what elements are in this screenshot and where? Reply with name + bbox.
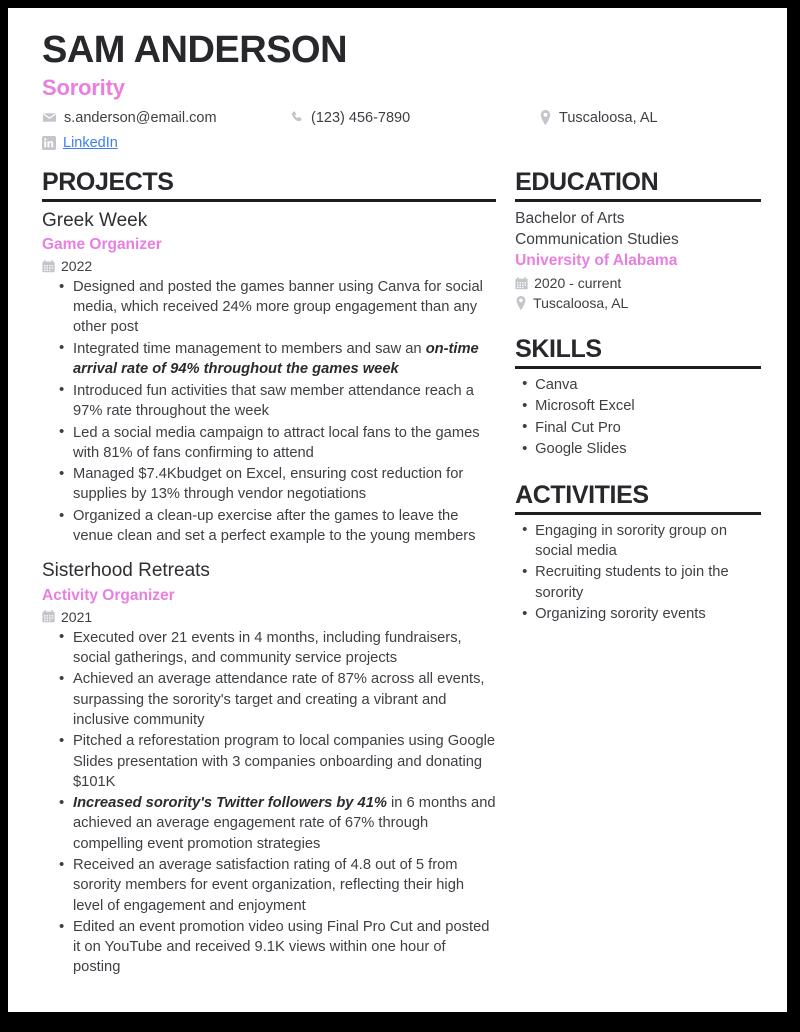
bullet-item: • Received an average satisfaction rating of 4.8 out of 5 from sorority members for event organization, reflecting their high level of engagement and enjoyment [73,855,496,915]
education-degree: Bachelor of Arts [515,209,625,227]
contact-email[interactable] [42,110,217,126]
project-name: Sisterhood Retreats [42,560,210,582]
bullet-item: • Led a social media campaign to attract local fans to the games with 81% of fans confirming to attend [73,423,496,463]
bullet-item: • Designed and posted the games banner using Canva for social media, which received 24% more group engagement than any other post [73,277,496,337]
project-entry [42,558,496,977]
projects-section-title: PROJECTS [42,167,174,196]
education-school: University of Alabama [515,252,678,270]
project-role: Game Organizer [42,236,162,254]
contact-location-text: Tuscaloosa, AL [559,109,658,126]
list-item: • Final Cut Pro [535,418,761,438]
section-activities [515,481,761,625]
education-dates [515,273,761,293]
bullet-item: • Edited an event promotion video using Final Pro Cut and posted it on YouTube and received 9.1K views within one hour of posting [73,917,496,977]
map-pin-icon [515,296,527,310]
project-date-text: 2022 [61,258,93,275]
resume-body [34,168,761,982]
left-column [34,168,496,982]
education-dates-text: 2020 - current [534,274,622,291]
contact-info [42,110,761,160]
section-skills [515,335,761,460]
education-location-text: Tuscaloosa, AL [533,295,629,312]
education-location [515,293,761,313]
list-item: • Organizing sorority events [535,604,761,624]
bullet-item: • Increased sorority's Twitter followers by 41% in 6 months and achieved an average engagement rate of 67% through compelling event promotion strategies [73,793,496,853]
project-bullet-list [42,628,496,978]
spacer [515,316,761,335]
contact-email-text: s.anderson@email.com [64,109,217,126]
bullet-item: • Managed $7.4Kbudget on Excel, ensuring cost reduction for supplies by 13% through vendor negotiations [73,464,496,504]
list-item: • Microsoft Excel [535,396,761,416]
list-item: • Canva [535,375,761,395]
resume-header [34,30,761,162]
contact-phone[interactable] [290,110,410,126]
map-pin-icon [539,110,552,125]
project-date [42,609,496,625]
section-divider [42,199,496,202]
bullet-item: • Pitched a reforestation program to local companies using Google Slides presentation with 3 companies onboarding and donating $101K [73,731,496,791]
section-projects [42,168,496,978]
phone-icon [290,110,304,125]
skills-list [515,375,761,460]
contact-linkedin[interactable] [42,135,118,151]
list-item: • Google Slides [535,439,761,459]
project-name: Greek Week [42,209,148,231]
envelope-icon [42,110,57,125]
spacer [515,462,761,481]
section-divider [515,366,761,369]
project-bullet-list [42,277,496,546]
calendar-icon [42,260,55,273]
linkedin-icon [42,136,56,150]
bullet-item: • Achieved an average attendance rate of 87% across all events, surpassing the sorority's target and creating a vibrant and inclusive community [73,669,496,729]
bullet-item: • Organized a clean-up exercise after the games to leave the venue clean and set a perfect example to the young members [73,506,496,546]
list-item: • Recruiting students to join the sorority [535,562,761,602]
list-item: • Engaging in sorority group on social media [535,521,761,561]
resume-page [8,8,787,1012]
section-divider [515,512,761,515]
section-education [515,168,761,314]
education-section-title: EDUCATION [515,167,659,196]
calendar-icon [515,277,528,290]
skills-section-title: SKILLS [515,334,602,363]
project-entry [42,208,496,547]
calendar-icon [42,610,55,623]
activities-list [515,521,761,625]
project-role: Activity Organizer [42,587,175,605]
contact-phone-text: (123) 456-7890 [311,109,411,126]
contact-linkedin-link[interactable]: LinkedIn [63,134,118,151]
section-divider [515,199,761,202]
project-date [42,258,496,274]
activities-section-title: ACTIVITIES [515,480,649,509]
contact-location [539,110,658,126]
right-column [496,168,761,982]
candidate-job-title: Sorority [42,75,125,101]
bullet-item: • Introduced fun activities that saw member attendance reach a 97% rate throughout the week [73,381,496,421]
bullet-item: • Integrated time management to members and saw an on-time arrival rate of 94% throughout the games week [73,339,496,379]
bullet-item: • Executed over 21 events in 4 months, including fundraisers, social gatherings, and community service projects [73,628,496,668]
project-date-text: 2021 [61,608,93,625]
education-field: Communication Studies [515,231,679,249]
candidate-name: SAM ANDERSON [42,29,348,71]
